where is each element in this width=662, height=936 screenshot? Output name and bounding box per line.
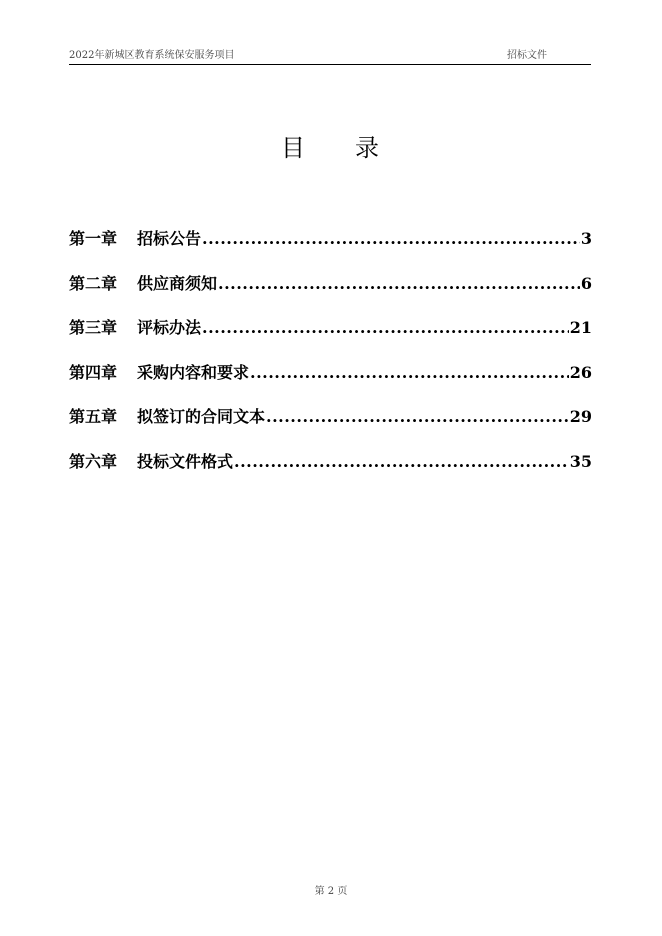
- header-project-title: 2022年新城区教育系统保安服务项目: [69, 50, 235, 61]
- toc-heading-char-1: 目: [281, 134, 307, 162]
- toc-dot-leader: [202, 229, 580, 248]
- toc-entry[interactable]: [69, 271, 592, 316]
- toc-dot-leader: [218, 274, 580, 293]
- toc-heading: [0, 128, 662, 163]
- toc-entry[interactable]: [69, 360, 592, 405]
- header-document-type: 招标文件: [507, 50, 547, 61]
- toc-chapter-number: 第六章: [69, 451, 118, 471]
- toc-page-number: 26: [569, 362, 592, 382]
- table-of-contents: [69, 226, 592, 493]
- toc-chapter-number: 第二章: [69, 273, 118, 293]
- toc-dot-leader: [266, 407, 569, 426]
- toc-dot-leader: [202, 318, 569, 337]
- toc-chapter-name: 采购内容和要求: [137, 362, 250, 382]
- toc-page-number: 21: [569, 318, 592, 337]
- toc-page-number: 3: [580, 229, 592, 248]
- toc-entry[interactable]: [69, 404, 592, 449]
- toc-chapter-name: 评标办法: [137, 318, 202, 337]
- toc-chapter-name: 拟签订的合同文本: [137, 407, 266, 426]
- toc-chapter-number: 第五章: [69, 407, 118, 426]
- toc-chapter-name: 投标文件格式: [137, 451, 234, 471]
- toc-entry[interactable]: [69, 226, 592, 271]
- toc-chapter-number: 第四章: [69, 362, 118, 382]
- page-number-label: 第 2 页: [314, 886, 348, 897]
- toc-chapter-name: 招标公告: [137, 229, 202, 248]
- page-footer: [0, 882, 662, 897]
- toc-chapter-name: 供应商须知: [137, 273, 218, 293]
- toc-page-number: 29: [569, 407, 592, 426]
- toc-page-number: 6: [580, 273, 592, 293]
- toc-chapter-number: 第三章: [69, 318, 118, 337]
- toc-entry[interactable]: [69, 449, 592, 494]
- toc-entry[interactable]: [69, 315, 592, 360]
- toc-dot-leader: [250, 363, 569, 382]
- toc-page-number: 35: [569, 451, 592, 471]
- toc-dot-leader: [234, 452, 569, 471]
- toc-chapter-number: 第一章: [69, 229, 118, 248]
- page-header: [69, 44, 591, 65]
- toc-heading-char-2: 录: [355, 134, 381, 162]
